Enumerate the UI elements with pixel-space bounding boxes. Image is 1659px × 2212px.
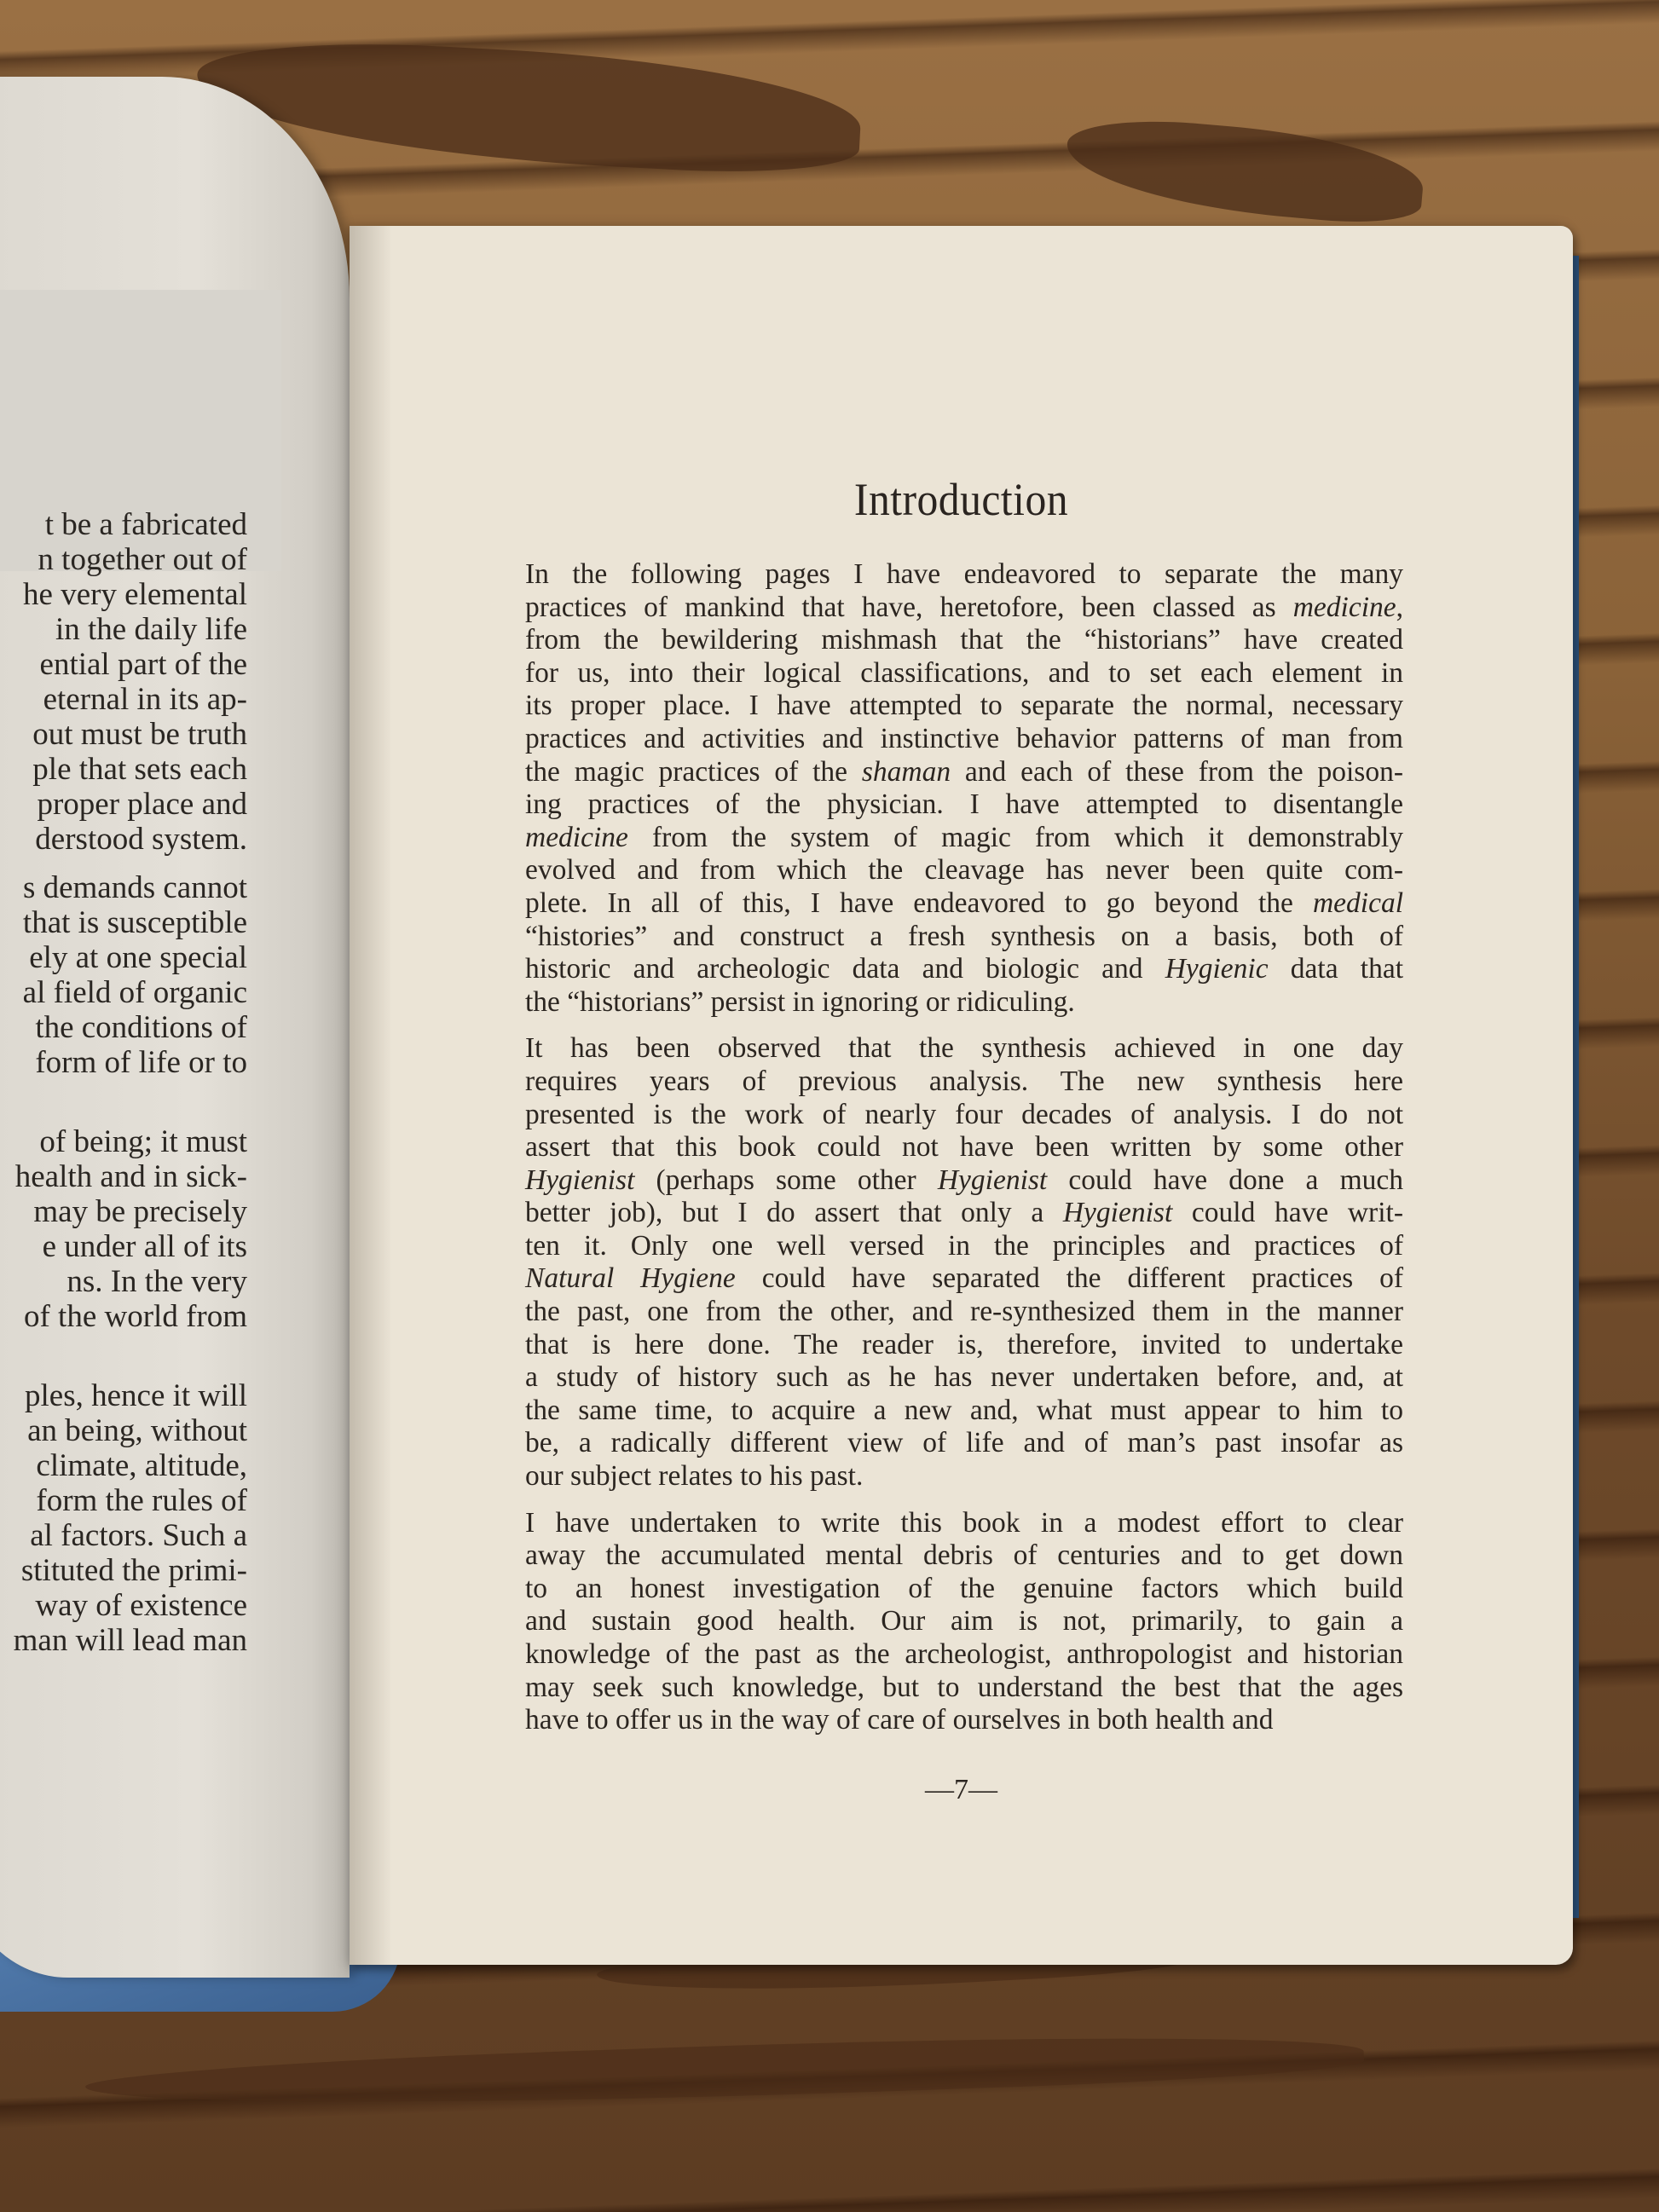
left-page (0, 77, 350, 1978)
left-line: s demands cannot (22, 870, 247, 905)
left-line: al field of organic (22, 975, 247, 1010)
chapter-title: Introduction (853, 474, 1069, 525)
left-line: e under all of its (42, 1229, 247, 1264)
text-line: away the accumulated mental debris of centuries and to get down (525, 1539, 1403, 1572)
left-line: stituted the primi- (20, 1553, 247, 1588)
paragraph-1 (459, 558, 1403, 1019)
text-line: In the following pages I have endeavored to separate the many (525, 558, 1403, 590)
text-line: that is here done. The reader is, therefore, invited to undertake (525, 1328, 1403, 1360)
wood-stain (1062, 113, 1426, 228)
text-line: evolved and from which the cleavage has never been quite com- (525, 854, 1403, 887)
left-line: proper place and (37, 787, 247, 822)
left-line: the conditions of (35, 1010, 247, 1045)
text-line: a study of history such as he has never undertaken before, and, at (525, 1361, 1403, 1394)
text-line: It has been observed that the synthesis achieved in one day (525, 1032, 1403, 1065)
text-line: the “historians” persist in ignoring or ridiculing. (525, 985, 1075, 1018)
text-line: practices of mankind that have, heretofore, been classed as medicine, (525, 591, 1403, 623)
text-line: knowledge of the past as the archeologist, anthropologist and historian (525, 1638, 1403, 1670)
text-line: be, a radically different view of life and of man’s past insofar as (525, 1427, 1403, 1459)
text-line: from the bewildering mishmash that the “historians” have created (525, 624, 1403, 656)
left-line: form of life or to (35, 1045, 247, 1080)
left-line: derstood system. (35, 822, 247, 857)
text-line: may seek such knowledge, but to understand the best that the ages (525, 1671, 1403, 1703)
left-line: an being, without (27, 1413, 247, 1448)
left-line: climate, altitude, (36, 1448, 247, 1483)
text-line: practices and activities and instinctive behavior patterns of man from (525, 722, 1403, 754)
text-line: Hygienist (perhaps some other Hygienist could have done a much (525, 1164, 1403, 1196)
text-line: better job), but I do assert that only a Hygienist could have writ- (525, 1197, 1403, 1229)
paragraph-3 (459, 1507, 1403, 1737)
left-page-text (0, 507, 247, 1658)
text-line: requires years of previous analysis. The new synthesis here (525, 1065, 1403, 1097)
paragraph-2 (459, 1032, 1403, 1493)
left-line: eternal in its ap- (43, 682, 247, 717)
text-line: and sustain good health. Our aim is not, primarily, to gain a (525, 1605, 1403, 1637)
text-line: ten it. Only one well versed in the principles and practices of (525, 1229, 1403, 1262)
text-line: the same time, to acquire a new and, what must appear to him to (525, 1394, 1403, 1426)
text-line: medicine from the system of magic from which it demonstrably (525, 821, 1403, 853)
left-line: al factors. Such a (30, 1518, 247, 1553)
text-line: Natural Hygiene could have separated the different practices of (525, 1262, 1403, 1295)
text-line: I have undertaken to write this book in a modest effort to clear (525, 1506, 1403, 1539)
page-number: —7— (925, 1774, 997, 1805)
text-line: assert that this book could not have been written by some other (525, 1131, 1403, 1164)
left-line: ple that sets each (32, 752, 247, 787)
text-line: presented is the work of nearly four decades of analysis. I do not (525, 1098, 1403, 1130)
left-line: he very elemental (23, 577, 247, 612)
text-line: historic and archeologic data and biologic and Hygienic data that (525, 953, 1403, 985)
text-line: plete. In all of this, I have endeavored to go beyond the medical (525, 887, 1403, 919)
wood-stain (84, 2024, 1364, 2119)
left-line: ely at one special (29, 940, 247, 975)
left-line: may be precisely (33, 1194, 247, 1229)
left-line: way of existence (35, 1588, 247, 1623)
left-line: that is susceptible (22, 905, 247, 940)
text-line: the magic practices of the shaman and each of these from the poison- (525, 755, 1403, 788)
left-line: health and in sick- (14, 1159, 247, 1194)
text-line: ing practices of the physician. I have attempted to disentangle (525, 788, 1403, 821)
left-line: t be a fabricated (44, 507, 247, 542)
left-line: out must be truth (32, 717, 247, 752)
text-line: “histories” and construct a fresh synthesis on a basis, both of (525, 920, 1403, 952)
left-line: n together out of (38, 542, 247, 577)
left-line: form the rules of (36, 1483, 247, 1518)
left-line: ples, hence it will (25, 1378, 247, 1413)
text-line: to an honest investigation of the genuine factors which build (525, 1572, 1403, 1604)
text-line: its proper place. I have attempted to separate the normal, necessary (525, 690, 1403, 722)
left-line: of the world from (23, 1299, 247, 1334)
left-line: in the daily life (55, 612, 247, 647)
text-line: our subject relates to his past. (525, 1460, 864, 1493)
left-line: ential part of the (39, 647, 247, 682)
right-page (350, 226, 1573, 1965)
text-line: the past, one from the other, and re-synthesized them in the manner (525, 1296, 1403, 1328)
text-line: for us, into their logical classifications, and to set each element in (525, 656, 1403, 689)
gutter-shadow (350, 226, 392, 1965)
left-line: ns. In the very (66, 1264, 247, 1299)
text-line: have to offer us in the way of care of ourselves in both health and (525, 1704, 1274, 1736)
body-text (459, 558, 1403, 1751)
left-line: man will lead man (13, 1623, 247, 1658)
left-line: of being; it must (39, 1124, 247, 1159)
